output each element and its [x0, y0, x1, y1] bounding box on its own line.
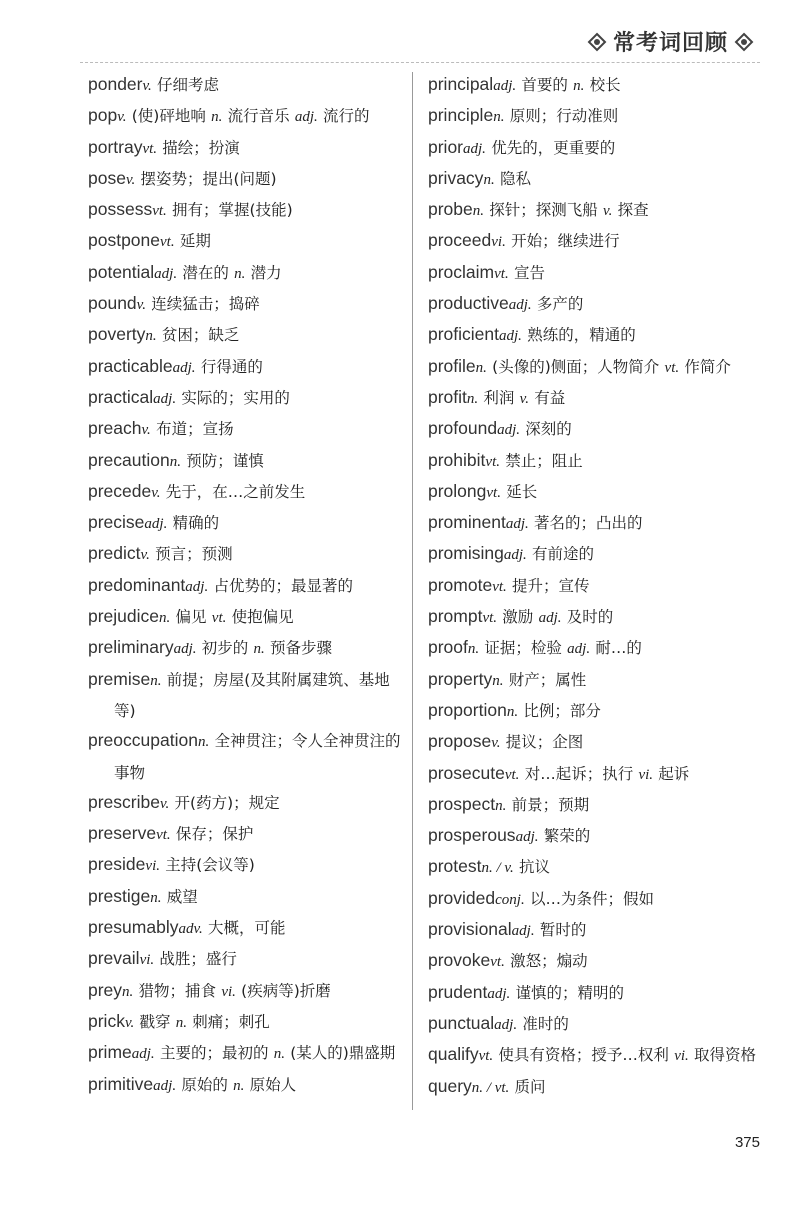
- vocab-entry: [428, 602, 758, 633]
- part-of-speech: vi.: [139, 952, 155, 969]
- headword: prejudice: [88, 606, 160, 627]
- part-of-speech: adj.: [173, 641, 197, 658]
- part-of-speech: n.: [175, 1014, 188, 1031]
- part-of-speech: adj.: [567, 641, 591, 658]
- part-of-speech: vt.: [485, 453, 500, 470]
- vocab-entry: [88, 1007, 410, 1038]
- headword: prime: [88, 1042, 132, 1063]
- vocab-entry: [428, 852, 758, 883]
- definition: 谨慎的；精明的: [515, 983, 625, 1002]
- definition: 作简介: [684, 357, 731, 376]
- part-of-speech: v.: [124, 1014, 135, 1031]
- vocab-entry: [88, 1070, 410, 1101]
- vocab-entry: [428, 383, 758, 414]
- header-rule: [80, 62, 760, 63]
- definition: 原则；行动准则: [509, 107, 619, 126]
- headword: prominent: [428, 512, 506, 533]
- headword: prevail: [88, 948, 140, 969]
- part-of-speech: vt.: [156, 827, 171, 844]
- vocab-entry: [88, 352, 410, 383]
- part-of-speech: vt.: [492, 578, 507, 595]
- definition: 预言；预测: [155, 545, 233, 564]
- headword: preliminary: [88, 637, 174, 658]
- part-of-speech: n.: [492, 672, 504, 689]
- part-of-speech: adj.: [144, 516, 168, 533]
- vocab-entry: [88, 571, 410, 602]
- definition: 多产的: [536, 295, 584, 314]
- vocab-entry: [88, 446, 410, 477]
- definition: 暂时的: [539, 921, 587, 940]
- part-of-speech: vt.: [482, 610, 498, 627]
- headword: profile: [428, 355, 476, 376]
- definition: 质问: [514, 1077, 546, 1096]
- part-of-speech: vi.: [221, 983, 236, 1000]
- part-of-speech: n.: [233, 1077, 245, 1094]
- headword: prey: [88, 979, 123, 1000]
- part-of-speech: n.: [466, 390, 479, 407]
- part-of-speech: adj.: [503, 547, 527, 564]
- part-of-speech: vt.: [486, 484, 501, 501]
- definition: 提升；宣传: [512, 576, 590, 595]
- definition: 耐…的: [595, 639, 642, 658]
- part-of-speech: adj.: [487, 985, 511, 1002]
- right-column: [428, 70, 758, 1103]
- part-of-speech: n.: [467, 641, 480, 658]
- definition: 连续猛击；捣碎: [151, 295, 260, 314]
- definition: 使抱偏见: [231, 608, 294, 627]
- vocab-entry: [88, 289, 410, 320]
- headword: potential: [88, 261, 155, 282]
- vocab-entry: [428, 946, 758, 977]
- definition: 对…起诉；执行: [524, 764, 634, 783]
- definition: 以…为条件；假如: [529, 889, 654, 908]
- definition: 繁荣的: [543, 827, 591, 846]
- part-of-speech: n.: [506, 703, 519, 720]
- headword: preside: [88, 854, 146, 875]
- vocab-entry: [88, 944, 410, 975]
- definition: 先于，在…之前发生: [165, 482, 306, 501]
- part-of-speech: v.: [136, 297, 146, 314]
- definition: 开(药方)；规定: [174, 793, 280, 812]
- vocab-entry: [428, 1009, 758, 1040]
- page-header: [587, 26, 754, 57]
- definition: (某人的)鼎盛期: [290, 1044, 396, 1063]
- definition: 摆姿势；提出(问题): [140, 169, 277, 188]
- headword: probe: [428, 199, 473, 220]
- definition: 首要的: [521, 76, 568, 94]
- part-of-speech: n.: [150, 672, 162, 689]
- definition: 提议；企图: [505, 733, 584, 752]
- definition: 使具有资格；授予…权利: [498, 1046, 669, 1065]
- headword: premise: [88, 668, 151, 689]
- vocab-entry: [88, 414, 410, 445]
- definition: (使)砰地响: [131, 107, 206, 126]
- vocab-entry: [428, 915, 758, 946]
- definition: 财产；属性: [508, 670, 587, 689]
- definition: 优先的，更重要的: [491, 138, 616, 157]
- headword: preach: [88, 418, 142, 439]
- vocab-entry: [428, 164, 758, 195]
- headword: query: [428, 1075, 472, 1096]
- part-of-speech: adv.: [178, 921, 203, 938]
- part-of-speech: adj.: [463, 140, 486, 157]
- definition: 开始；继续进行: [511, 232, 620, 251]
- headword: precaution: [88, 449, 170, 470]
- headword: prompt: [428, 606, 483, 627]
- headword: preserve: [88, 823, 157, 844]
- definition: 保存；保护: [175, 825, 254, 844]
- definition: 实际的；实用的: [181, 388, 290, 407]
- part-of-speech: adj.: [294, 109, 318, 126]
- definition: 激励: [502, 608, 534, 627]
- vocab-entry: [88, 788, 410, 819]
- definition: 延长: [506, 482, 538, 501]
- part-of-speech: vt.: [490, 954, 505, 971]
- part-of-speech: vt.: [211, 610, 227, 627]
- vocab-entry: [88, 850, 410, 881]
- definition: 主要的；最初的: [159, 1044, 269, 1063]
- vocab-entry: [428, 477, 758, 508]
- part-of-speech: n.: [273, 1046, 285, 1063]
- part-of-speech: n.: [122, 983, 134, 1000]
- vocab-entry: [428, 70, 758, 101]
- definition: 戳穿: [139, 1012, 171, 1031]
- part-of-speech: adj.: [153, 390, 177, 407]
- definition: 主持(会议等): [165, 856, 255, 875]
- headword: prohibit: [428, 449, 486, 470]
- vocab-entry: [88, 726, 410, 788]
- part-of-speech: vt.: [504, 766, 520, 783]
- headword: prescribe: [88, 791, 160, 812]
- definition: 行得通的: [200, 357, 263, 376]
- headword: prior: [428, 136, 464, 157]
- part-of-speech: conj.: [495, 891, 525, 908]
- definition: 刺痛；刺孔: [192, 1012, 270, 1031]
- part-of-speech: n.: [253, 641, 265, 658]
- vocab-entry: [88, 819, 410, 850]
- vocab-entry: [88, 913, 410, 944]
- part-of-speech: adj.: [511, 923, 535, 940]
- definition: 比例；部分: [523, 701, 601, 720]
- definition: 熟练的，精通的: [527, 326, 636, 345]
- definition: 原始人: [249, 1075, 297, 1094]
- headword: practicable: [88, 355, 173, 376]
- part-of-speech: n.: [159, 610, 171, 627]
- headword: postpone: [88, 230, 161, 251]
- headword: prolong: [428, 480, 487, 501]
- headword: profound: [428, 418, 498, 439]
- headword: proclaim: [428, 261, 495, 282]
- part-of-speech: adj.: [131, 1046, 155, 1063]
- vocab-entry: [428, 289, 758, 320]
- headword: proof: [428, 637, 468, 658]
- part-of-speech: v.: [159, 795, 170, 812]
- part-of-speech: vi.: [145, 858, 160, 875]
- part-of-speech: adj.: [153, 1077, 177, 1094]
- definition: 及时的: [566, 608, 614, 627]
- definition: 初步的: [201, 639, 249, 658]
- definition: 威望: [166, 887, 198, 906]
- part-of-speech: adj.: [493, 78, 517, 94]
- definition: 准时的: [522, 1014, 569, 1033]
- part-of-speech: vt.: [142, 140, 158, 157]
- definition: 有益: [534, 388, 566, 407]
- definition: 前提；房屋(及其附属建筑、基地等): [114, 670, 390, 720]
- headword: proficient: [428, 324, 500, 345]
- vocab-entry: [428, 1072, 758, 1103]
- part-of-speech: v.: [603, 203, 613, 220]
- headword: practical: [88, 386, 154, 407]
- headword: predominant: [88, 574, 186, 595]
- headword: prick: [88, 1010, 125, 1031]
- headword: provoke: [428, 950, 491, 971]
- vocab-entry: [88, 101, 410, 132]
- headword: prosecute: [428, 762, 505, 783]
- definition: 前景；预期: [511, 795, 590, 814]
- headword: precede: [88, 480, 152, 501]
- part-of-speech: adj.: [538, 610, 562, 627]
- vocab-entry: [88, 976, 410, 1007]
- vocab-entry: [88, 665, 410, 727]
- definition: 延期: [179, 232, 211, 251]
- definition: (头像的)侧面；人物简介: [492, 357, 660, 376]
- definition: 起诉: [658, 764, 690, 783]
- headword: presumably: [88, 917, 179, 938]
- part-of-speech: n.: [197, 734, 210, 751]
- definition: 深刻的: [525, 420, 572, 439]
- headword: ponder: [88, 74, 143, 94]
- vocab-entry: [88, 383, 410, 414]
- vocab-entry: [428, 759, 758, 790]
- headword: pop: [88, 105, 118, 126]
- definition: 仔细考虑: [157, 76, 220, 94]
- definition: 布道；宣扬: [156, 420, 234, 439]
- part-of-speech: n.: [495, 797, 507, 814]
- vocab-entry: [88, 320, 410, 351]
- headword: protest: [428, 856, 482, 877]
- part-of-speech: vi.: [638, 766, 654, 783]
- part-of-speech: v.: [519, 390, 529, 407]
- vocab-entry: [428, 446, 758, 477]
- part-of-speech: adj.: [497, 422, 521, 439]
- part-of-speech: n.: [211, 109, 223, 126]
- headword: primitive: [88, 1073, 154, 1094]
- part-of-speech: n.: [493, 109, 505, 126]
- part-of-speech: vt.: [664, 359, 680, 376]
- part-of-speech: adj.: [185, 578, 209, 595]
- vocab-entry: [428, 790, 758, 821]
- definition: 隐私: [499, 169, 531, 188]
- part-of-speech: n.: [483, 171, 495, 188]
- part-of-speech: v.: [151, 484, 161, 501]
- vocab-entry: [428, 539, 758, 570]
- headword: precise: [88, 512, 145, 533]
- vocab-entry: [88, 226, 410, 257]
- headword: punctual: [428, 1012, 495, 1033]
- part-of-speech: n. / vt.: [471, 1079, 510, 1096]
- headword: poverty: [88, 324, 146, 345]
- headword: prosperous: [428, 825, 516, 846]
- definition: 证据；检验: [484, 639, 562, 658]
- definition: (疾病等)折磨: [241, 981, 331, 1000]
- vocab-entry: [428, 884, 758, 915]
- vocab-entry: [428, 226, 758, 257]
- headword: promising: [428, 543, 504, 564]
- headword: privacy: [428, 167, 484, 188]
- headword: pound: [88, 293, 137, 314]
- definition: 预备步骤: [270, 639, 333, 658]
- headword: pose: [88, 167, 126, 188]
- part-of-speech: n.: [150, 889, 162, 906]
- part-of-speech: v.: [142, 78, 152, 94]
- definition: 抗议: [518, 858, 550, 877]
- headword: proportion: [428, 699, 507, 720]
- headword: portray: [88, 136, 143, 157]
- definition: 偏见: [175, 608, 207, 627]
- definition: 宣告: [513, 263, 545, 282]
- vocab-entry: [88, 133, 410, 164]
- definition: 流行的: [323, 107, 370, 126]
- definition: 探针；探测飞船: [489, 201, 598, 220]
- definition: 占优势的；最显著的: [213, 576, 353, 595]
- vocab-entry: [88, 477, 410, 508]
- definition: 拥有；掌握(技能): [172, 201, 293, 220]
- vocab-entry: [88, 882, 410, 913]
- vocab-entry: [428, 508, 758, 539]
- vocab-entry: [428, 696, 758, 727]
- definition: 全神贯注；令人全神贯注的事物: [114, 732, 401, 782]
- vocab-entry: [88, 633, 410, 664]
- definition: 精确的: [172, 514, 220, 533]
- definition: 大概，可能: [208, 919, 286, 938]
- vocab-entry: [88, 508, 410, 539]
- definition: 有前途的: [532, 545, 595, 564]
- part-of-speech: v.: [491, 735, 501, 752]
- headword: principle: [428, 105, 494, 126]
- headword: property: [428, 668, 493, 689]
- part-of-speech: vt.: [152, 203, 167, 220]
- diamond-ornament-icon: [734, 32, 754, 52]
- definition: 校长: [589, 76, 621, 94]
- definition: 原始的: [181, 1075, 228, 1094]
- vocab-entry: [88, 70, 410, 101]
- part-of-speech: v.: [140, 547, 150, 564]
- headword: provisional: [428, 919, 512, 940]
- part-of-speech: vi.: [674, 1048, 689, 1065]
- vocab-entry: [428, 101, 758, 132]
- headword: predict: [88, 543, 141, 564]
- headword: proceed: [428, 230, 492, 251]
- part-of-speech: n.: [573, 78, 585, 94]
- definition: 禁止；阻止: [505, 451, 583, 470]
- vocab-entry: [88, 602, 410, 633]
- column-divider: [412, 72, 413, 1110]
- headword: qualify: [428, 1044, 479, 1065]
- part-of-speech: adj.: [494, 1016, 518, 1033]
- vocab-entry: [428, 665, 758, 696]
- vocab-entry: [88, 195, 410, 226]
- definition: 著名的；凸出的: [534, 514, 643, 533]
- part-of-speech: adj.: [499, 328, 522, 345]
- headword: possess: [88, 199, 153, 220]
- definition: 取得资格: [694, 1046, 757, 1065]
- headword: profit: [428, 386, 467, 407]
- part-of-speech: vt.: [494, 265, 509, 282]
- left-column: [88, 70, 410, 1101]
- vocab-entry: [428, 1040, 758, 1071]
- vocab-entry: [88, 164, 410, 195]
- vocab-entry: [428, 821, 758, 852]
- vocab-entry: [428, 571, 758, 602]
- diamond-ornament-icon: [587, 32, 607, 52]
- definition: 流行音乐: [227, 107, 290, 126]
- headword: propose: [428, 731, 492, 752]
- definition: 激怒；煽动: [510, 952, 588, 971]
- vocab-entry: [428, 133, 758, 164]
- vocab-entry: [88, 258, 410, 289]
- part-of-speech: v.: [141, 422, 151, 439]
- part-of-speech: adj.: [508, 297, 532, 314]
- vocab-entry: [428, 633, 758, 664]
- part-of-speech: vt.: [160, 234, 175, 251]
- part-of-speech: v.: [117, 109, 127, 126]
- headword: prospect: [428, 793, 496, 814]
- vocab-entry: [428, 195, 758, 226]
- headword: productive: [428, 293, 509, 314]
- vocab-entry: [88, 1038, 410, 1069]
- part-of-speech: adj.: [515, 829, 539, 846]
- part-of-speech: adj.: [154, 265, 178, 282]
- part-of-speech: n.: [145, 328, 157, 345]
- part-of-speech: adj.: [172, 359, 196, 376]
- vocab-entry: [428, 978, 758, 1009]
- vocab-entry: [428, 352, 758, 383]
- page-number: 375: [734, 1134, 760, 1151]
- headword: prudent: [428, 981, 488, 1002]
- definition: 预防；谨慎: [186, 451, 264, 470]
- part-of-speech: n.: [475, 359, 487, 376]
- definition: 探查: [617, 201, 649, 220]
- headword: provided: [428, 887, 496, 908]
- vocab-entry: [428, 727, 758, 758]
- vocab-entry: [428, 258, 758, 289]
- definition: 贫困；缺乏: [161, 326, 240, 345]
- definition: 猎物；捕食: [138, 981, 217, 1000]
- headword: prestige: [88, 885, 151, 906]
- headword: promote: [428, 574, 493, 595]
- definition: 潜在的: [182, 263, 229, 282]
- part-of-speech: adj.: [505, 516, 529, 533]
- part-of-speech: n. / v.: [481, 860, 514, 877]
- definition: 描绘；扮演: [162, 138, 240, 157]
- part-of-speech: vt.: [478, 1048, 494, 1065]
- definition: 利润: [483, 388, 515, 407]
- vocab-entry: [428, 320, 758, 351]
- part-of-speech: n.: [169, 453, 181, 470]
- headword: principal: [428, 74, 494, 94]
- vocab-entry: [428, 414, 758, 445]
- part-of-speech: vi.: [491, 234, 506, 251]
- part-of-speech: v.: [125, 171, 136, 188]
- definition: 战胜；盛行: [159, 950, 237, 969]
- vocab-entry: [88, 539, 410, 570]
- part-of-speech: n.: [234, 265, 246, 282]
- definition: 潜力: [250, 263, 282, 282]
- headword: preoccupation: [88, 730, 198, 751]
- part-of-speech: n.: [472, 203, 485, 220]
- section-title: 常考词回顾: [612, 31, 728, 56]
